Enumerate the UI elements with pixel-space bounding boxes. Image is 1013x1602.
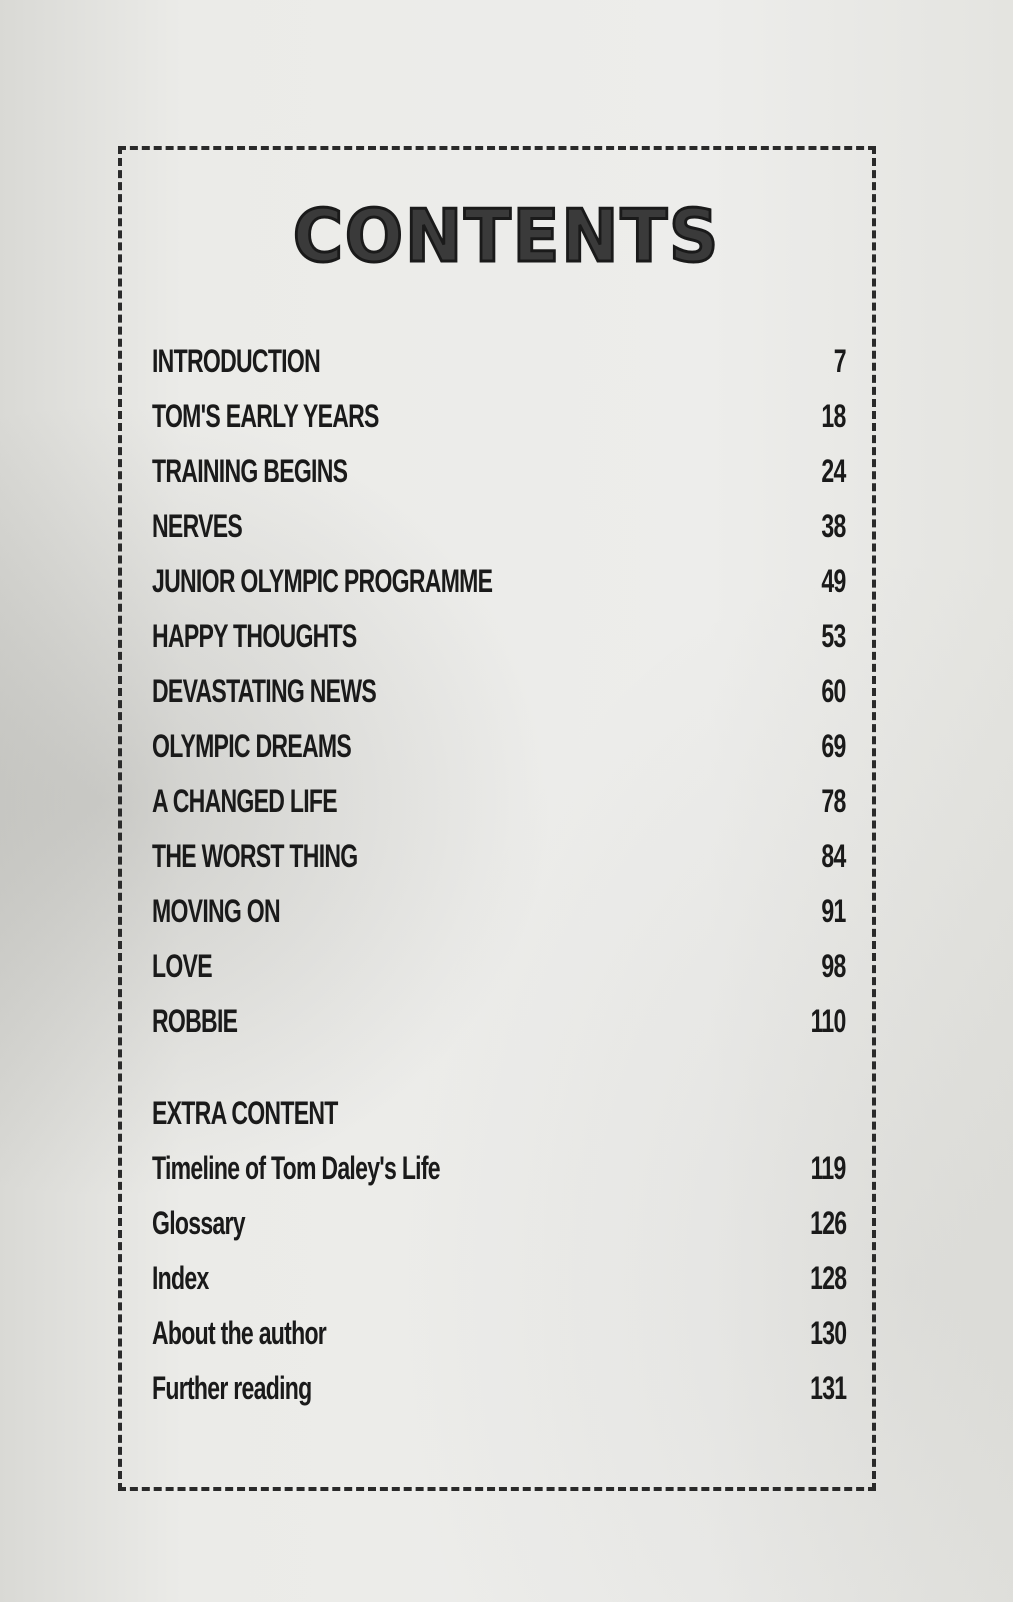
toc-entry <box>152 334 846 389</box>
toc-entry-page: 78 <box>821 783 846 819</box>
extra-entry-label: Further reading <box>152 1370 312 1406</box>
extra-entry-label: Timeline of Tom Daley's Life <box>152 1150 440 1186</box>
toc-entry-page: 98 <box>821 948 846 984</box>
toc-entry-label: ROBBIE <box>152 1003 238 1039</box>
toc-entry-page: 38 <box>821 508 846 544</box>
toc-entry-label: TRAINING BEGINS <box>152 453 348 489</box>
toc-entry-label: INTRODUCTION <box>152 343 320 379</box>
extra-entry <box>152 1141 846 1196</box>
extra-entry <box>152 1306 846 1361</box>
toc-entry-page: 69 <box>821 728 846 764</box>
toc-entry-label: JUNIOR OLYMPIC PROGRAMME <box>152 563 493 599</box>
extra-entry-label: About the author <box>152 1315 327 1351</box>
extra-entry-page: 130 <box>809 1315 846 1351</box>
toc-entry <box>152 829 846 884</box>
toc-entry-label: HAPPY THOUGHTS <box>152 618 357 654</box>
toc-entry <box>152 609 846 664</box>
extra-entry-page: 128 <box>809 1260 846 1296</box>
extra-content-section <box>152 1086 846 1416</box>
extra-entry <box>152 1196 846 1251</box>
toc-entry <box>152 499 846 554</box>
toc-entry <box>152 444 846 499</box>
toc-entry-label: LOVE <box>152 948 212 984</box>
extra-entry-page: 119 <box>810 1150 846 1186</box>
toc-entry <box>152 664 846 719</box>
toc-entry <box>152 719 846 774</box>
toc-entry <box>152 994 846 1049</box>
extra-entry-label: Glossary <box>152 1205 245 1241</box>
toc-entry-label: TOM'S EARLY YEARS <box>152 398 379 434</box>
toc-entry-page: 24 <box>821 453 846 489</box>
toc-entry-label: OLYMPIC DREAMS <box>152 728 352 764</box>
extra-content-heading <box>152 1086 846 1141</box>
extra-entry-label: Index <box>152 1260 209 1296</box>
toc-entry-label: MOVING ON <box>152 893 280 929</box>
toc-entry-page: 7 <box>833 343 846 379</box>
toc-entry-label: THE WORST THING <box>152 838 358 874</box>
toc-entry-label: DEVASTATING NEWS <box>152 673 376 709</box>
extra-content-heading-text: EXTRA CONTENT <box>152 1095 338 1131</box>
toc-entry-label: NERVES <box>152 508 243 544</box>
toc-entry-page: 60 <box>821 673 846 709</box>
chapter-list <box>152 334 846 1049</box>
toc-entry-page: 49 <box>821 563 846 599</box>
toc-entry-page: 110 <box>810 1003 846 1039</box>
extra-entry-page: 131 <box>809 1370 846 1406</box>
toc-entry-page: 18 <box>821 398 846 434</box>
toc-entry <box>152 884 846 939</box>
toc-entry-label: A CHANGED LIFE <box>152 783 337 819</box>
extra-entry-page: 126 <box>809 1205 846 1241</box>
toc-entry-page: 84 <box>821 838 846 874</box>
toc-entry <box>152 554 846 609</box>
toc-entry <box>152 389 846 444</box>
page-title: CONTENTS <box>292 194 721 278</box>
extra-entry <box>152 1361 846 1416</box>
toc-entry-page: 53 <box>821 618 846 654</box>
toc-entry <box>152 939 846 994</box>
toc-entry <box>152 774 846 829</box>
toc-entry-page: 91 <box>821 893 846 929</box>
extra-entry <box>152 1251 846 1306</box>
